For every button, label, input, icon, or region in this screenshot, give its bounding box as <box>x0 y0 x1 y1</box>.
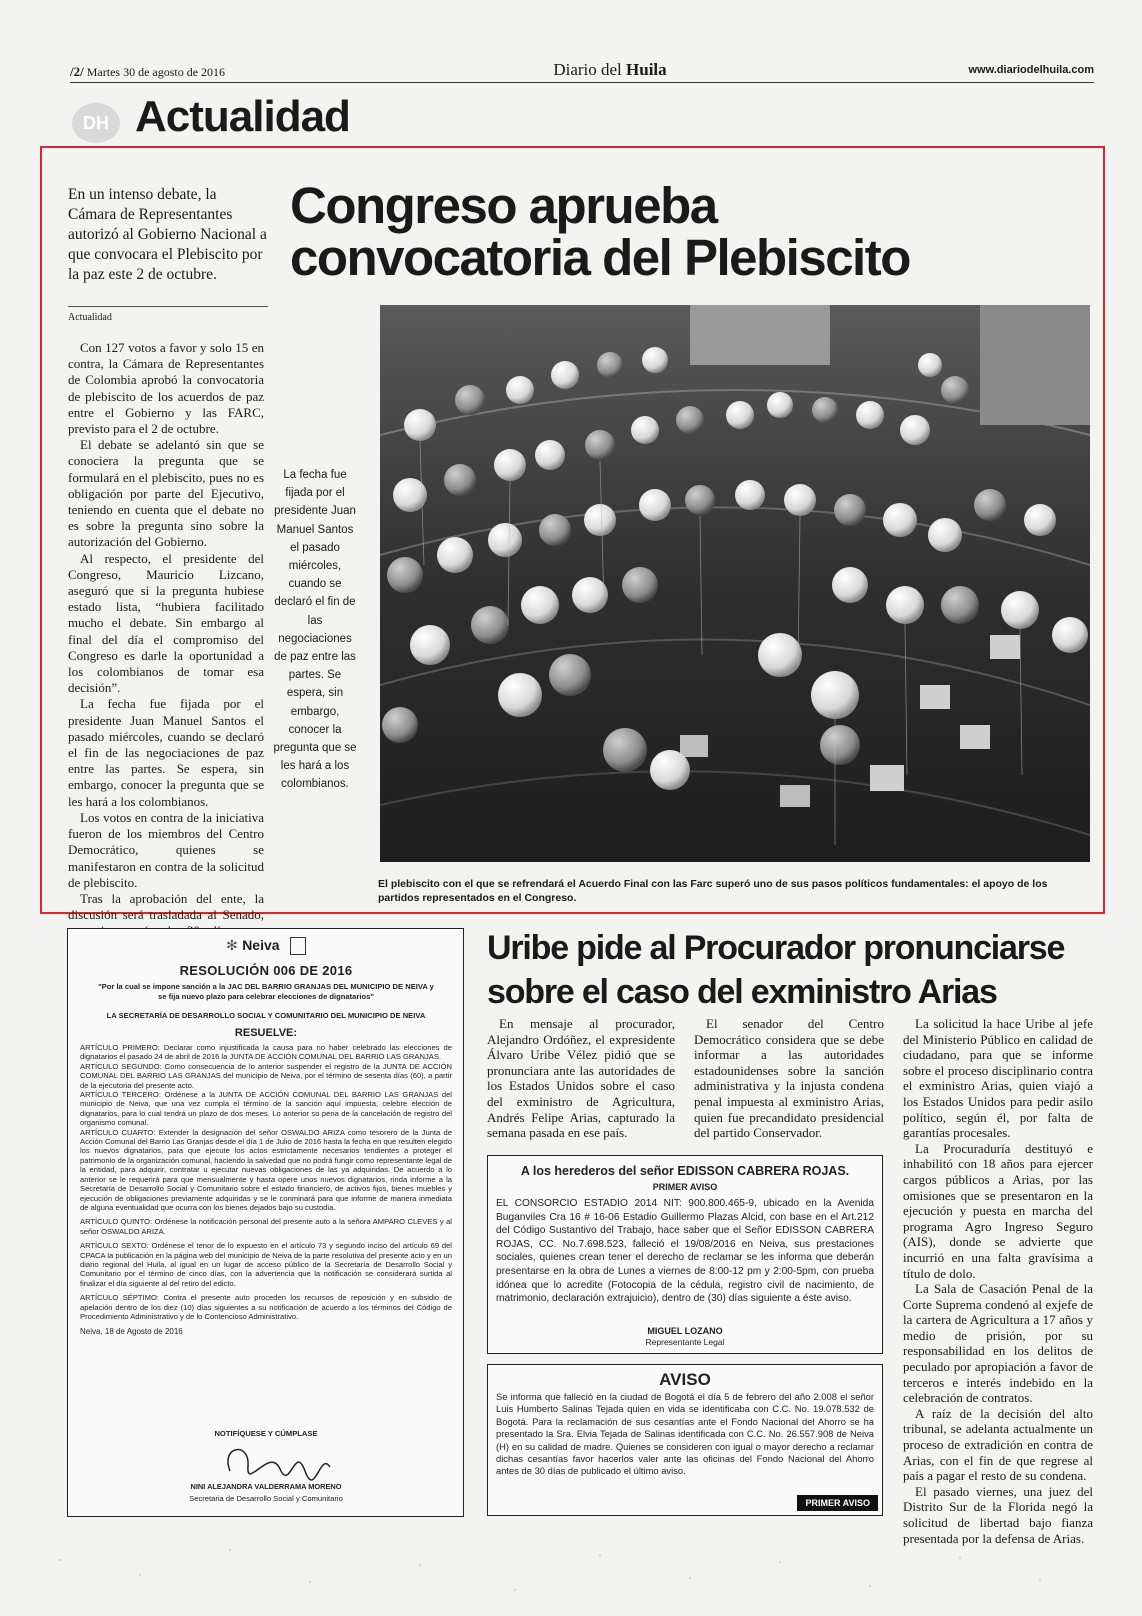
article: ARTÍCULO TERCERO: Ordénese a la JUNTA DE ACCIÓN COMUNAL DEL BARRIO LAS GRANJAS del municipio de Neiva, que una vez cumpla el término de la sanción aquí impuesta, celebre elección de dignatarios, para lo cual tendrá un plazo de dos meses. Lo anterior so pena de la cancelación de registro del organismo comunal. <box>80 1090 452 1128</box>
masthead-bold: Huila <box>626 60 667 79</box>
page-number: 2 <box>73 64 81 79</box>
place-date: Neiva, 18 de Agosto de 2016 <box>80 1327 183 1337</box>
resolution-articles <box>80 1043 452 1337</box>
story-tag: Actualidad <box>68 312 112 323</box>
notice-body: EL CONSORCIO ESTADIO 2014 NIT: 900.800.465-9, ubicado en la Avenida Buganviles Cra 16 # 16-06 Estadio Guillermo Plazas Alcid, con base en el Art.212 del Código Sustantivo del Trabajo, hace saber que el Señor EDISSON CABRERA ROJAS, CC. No.7.698.523, falleció el 19/08/2016 en Neiva, sus prestaciones sociales, quienes crean tener el derecho de reclamar se les informa que deberán presentarse en la obra de Lunes a viernes de 8:00-12 pm y 2:00-5pm, con prueba idónea que lo acredite (Fotocopia de la cédula, registro civil de nacimiento, de matrimonio, declaración extrajuicio), dentro de (30) días siguiente a éste aviso. <box>496 1198 874 1305</box>
signature-scribble <box>80 1441 452 1481</box>
paragraph: Los votos en contra de la iniciativa fueron de los miembros del Centro Democrático, quienes se manifestaron en contra de la solicitud de plebiscito. <box>68 809 264 890</box>
congress-photo <box>380 305 1090 862</box>
signer-title: Secretaria de Desarrollo Social y Comunitario <box>189 1494 343 1503</box>
article: ARTÍCULO CUARTO: Extender la designación del señor OSWALDO ARIZA como tesorero de la Junta de Acción Comunal del Barrio Las Granjas desde el día 1 de Julio de 2016 hasta la fecha en que resulten elegido los nuevos dignatarios, para que ejecute los actos estrictamente necesarios tendientes a proteger el patrimonio de la organización comunal, haciendo la salvedad que no podrá fungir como representante legal de la entidad, para adquirir, contratar u ejecutar nuevas obligaciones de las ya adquiridas. De acuerdo a lo anterior se le requerirá para que mensualmente y hasta opere unos nuevos dignatarios, rinda informe a la Secretaría de Desarrollo Social y Comunitario sobre el estado financiero, de activos fijos, bienes muebles y ejecución de obligaciones previamente adquiridas y se le conminará para que informe de manera inmediata de alguna eventualidad que ocurra con los bienes dejados bajo su custodia. <box>80 1127 452 1212</box>
section-logo: DH <box>72 103 120 143</box>
resolution-authority: LA SECRETARÍA DE DESARROLLO SOCIAL Y COMUNITARIO DEL MUNICIPIO DE NEIVA <box>106 1011 426 1020</box>
headline-line: sobre el caso del exministro Arias <box>487 973 997 1011</box>
page-bottom-texture <box>0 1520 1142 1611</box>
story2-column-1 <box>487 1016 675 1141</box>
photo-caption: El plebiscito con el que se refrendará el Acuerdo Final con las Farc superó uno de sus pasos políticos fundamentales: el apoyo de los partidos representados en el Congreso. <box>378 878 1048 904</box>
texture <box>0 1520 1142 1611</box>
notify-line: NOTIFÍQUESE Y CÚMPLASE <box>214 1429 318 1438</box>
shield-icon <box>290 937 306 955</box>
pull-quote: La fecha fue fijada por el presidente Juan Manuel Santos el pasado miércoles, cuando se declaró el fin de las negociaciones de paz entre las partes. Se espera, sin embargo, conocer la pregunta que se les hará a los colombianos. <box>273 469 357 791</box>
story-lede: En un intenso debate, la Cámara de Representantes autorizó al Gobierno Nacional a que convocara el Plebiscito por la paz este 2 de octubre. <box>68 186 267 283</box>
balloons-illustration <box>380 305 1090 862</box>
paragraph: La Procuraduría destituyó e inhabilitó con 18 años para ejercer cargos públicos a Arias, por las omisiones que se presentaron en la ejecución y puesta en marcha del programa Agro Ingreso Seguro (AIS), donde se advierte que incurrió en una falta gravísima a título de dolo. <box>903 1140 1093 1281</box>
paragraph: La Sala de Casación Penal de la Corte Suprema condenó al exjefe de la cartera de Agricultura a 17 años y medio de prisión, por su responsabilidad en los delitos de peculado por apropiación a favor de terceros e interés indebido en la celebración de contratos. <box>903 1281 1093 1406</box>
website-link[interactable]: www.diariodelhuila.com <box>968 64 1094 76</box>
article: ARTÍCULO SEXTO: Ordénese el tenor de lo expuesto en el artículo 73 y segundo inciso del artículo 69 del CPACA la publicación en la página web del municipio de Neiva de la parte resolutiva del presente acto y en un diario regional del Huila, al igual en un lugar de acceso público de la Secretaría de Desarrollo Social y Comunitario por el término de cinco días, con la advertencia que la notificación se considerará surtida al finalizar el día siguiente al del retiro del edicto. <box>80 1241 452 1288</box>
article: ARTÍCULO PRIMERO: Declarar como injustificada la causa para no haber celebrado las elecciones de dignatarios el pasado 24 de abril de 2016 la JUNTA DE ACCIÓN COMUNAL DEL BARRIO LAS GRANJAS. <box>80 1043 452 1062</box>
page-header <box>70 60 1094 82</box>
paragraph: En mensaje al procurador, Alejandro Ordóñez, el expresidente Álvaro Uribe Vélez pidió que se pronunciara ante las autoridades de los Estados Unidos sobre el caso del exministro de Agricultura, Andrés Felipe Arias, capturado la semana pasada en ese país. <box>487 1016 675 1141</box>
paragraph: La fecha fue fijada por el presidente Juan Manuel Santos el pasado miércoles, cuando se declaró el fin de las negociaciones de paz entre las partes. Se espera, sin embargo, conocer la pregunta que se les hará a los colombianos. <box>68 696 264 809</box>
story-headline <box>290 177 1090 286</box>
resolution-notice <box>67 928 464 1517</box>
headline-line: Uribe pide al Procurador pronunciarse <box>487 929 1065 967</box>
article: ARTÍCULO QUINTO: Ordénese la notificación personal del presente auto a la señora AMPARO CLEVES y al señor OSWALDO ARIZA. <box>80 1217 452 1236</box>
paragraph: A raíz de la decisión del alto tribunal, se adelanta actualmente un proceso de extradición en contra de Arias, con el fin de que regrese al país a pagar el resto de su condena. <box>903 1405 1093 1484</box>
resolution-subtitle: "Por la cual se impone sanción a la JAC DEL BARRIO GRANJAS DEL MUNICIPIO DE NEIVA y se fija nuevo plazo para celebrar elecciones de dignatarios" <box>98 982 434 1001</box>
resolution-logo: ✻ Neiva <box>80 937 452 955</box>
section-title: Actualidad <box>135 92 350 141</box>
signature <box>80 1441 452 1481</box>
first-notice-badge: PRIMER AVISO <box>797 1495 878 1511</box>
signer-name: NINI ALEJANDRA VALDERRAMA MORENO <box>190 1482 342 1491</box>
issue-date: Martes 30 de agosto de 2016 <box>86 65 226 79</box>
notice-signer-role: Representante Legal <box>645 1337 725 1347</box>
paragraph: Tras la aprobación del ente, la discusión será trasladada al Senado, <box>68 890 264 923</box>
story-body <box>68 340 264 956</box>
aviso-title: AVISO <box>659 1370 711 1389</box>
masthead-pre: Diario del <box>553 60 622 79</box>
article: ARTÍCULO SEGUNDO: Como consecuencia de lo anterior suspender el registro de la JUNTA DE ACCIÓN COMUNAL DEL BARRIO LAS GRANJAS del municipio de Neiva, por el término de sesenta días (60), a partir de la ejecutoria del presente acto. <box>80 1061 452 1090</box>
story2-column-3 <box>903 1016 1093 1546</box>
masthead <box>520 60 700 80</box>
divider <box>68 306 268 307</box>
story2-column-2 <box>694 1016 884 1141</box>
headline-line: Congreso aprueba <box>290 177 717 234</box>
resolution-title: RESOLUCIÓN 006 DE 2016 <box>179 963 353 978</box>
paragraph: Con 127 votos a favor y solo 15 en contra, la Cámara de Representantes de Colombia aprobó la convocatoria de plebiscito de los acuerdos de paz entre el Gobierno y las FARC, previsto para el 2 de octubre. <box>68 340 264 437</box>
notice-signer: MIGUEL LOZANO <box>647 1326 723 1336</box>
aviso-notice <box>487 1364 883 1516</box>
header-rule <box>70 82 1094 83</box>
paragraph: El senador del Centro Democrático considera que se debe informar a las autoridades estadounidenses sobre la sanción administrativa y la injusta condena penal impuesta al exministro Arias, quien fue precandidato presidencial del partido Conservador. <box>694 1016 884 1141</box>
paragraph: Al respecto, el presidente del Congreso, Mauricio Lizcano, aseguró que si la pregunta hubiese estado lista, “hubiera facilitado mucho el debate. Sin embargo al final del día el compromiso del Congreso es darle la oportunidad a los colombianos de tomar esa decisión”. <box>68 550 264 696</box>
aviso-body: Se informa que falleció en la ciudad de Bogotá el día 5 de febrero del año 2.008 el señor Luis Humberto Salinas Tejada quien en vida se identificaba con C.C. No. 19.078.532 de Bogotá. Para la reclamación de sus cesantías ante el Fondo Nacional del Ahorro se ha presentado la Sra. Elvia Tejada de Salinas identificada con C.C. No. 26.557.908 de Neiva (H) en su calidad de madre. Quienes se consideren con igual o mayor derecho a reclamar dichas cesantías favor hacerlos valer ante las oficinas del Fondo Nacional del Ahorro antes de 30 días de publicado el último aviso. <box>496 1391 874 1477</box>
headline-line: convocatoria del Plebiscito <box>290 229 910 286</box>
heirs-notice <box>487 1155 883 1354</box>
article: ARTÍCULO SÉPTIMO: Contra el presente auto proceden los recursos de reposición y en subsidio de apelación dentro de los diez (10) días siguientes a su notificación de acuerdo a los términos del Código de Procedimiento Administrativo y de lo Contencioso Administrativo. <box>80 1293 452 1321</box>
story2-headline <box>487 926 1097 1014</box>
neiva-logo-text: Neiva <box>242 937 280 954</box>
paragraph: El debate se adelantó sin que se conociera la pregunta que se formulará en el plebiscito, pues no es obligación por parte del Ejecutivo, teniendo en cuenta que el debate no es sobre la pregunta sino sobre la autorización del Gobierno. <box>68 437 264 550</box>
resolution-resuelve: RESUELVE: <box>234 1027 298 1039</box>
page-date: /2/ Martes 30 de agosto de 2016 <box>70 64 226 79</box>
notice-title: A los herederos del señor EDISSON CABRERA ROJAS. <box>520 1164 850 1178</box>
notice-label: PRIMER AVISO <box>652 1182 718 1192</box>
paragraph: El pasado viernes, una juez del Distrito Sur de la Florida negó la solicitud de libertad bajo fianza presentada por la defensa de Arias. <box>903 1483 1093 1546</box>
paragraph: La solicitud la hace Uribe al jefe del Ministerio Público en calidad de ciudadano, para que se informe sobre el proceso disciplinario contra el exministro Arias, quien viajó a los Estados Unidos para pedir asilo político, según él, por falta de garantías procesales. <box>903 1016 1093 1141</box>
